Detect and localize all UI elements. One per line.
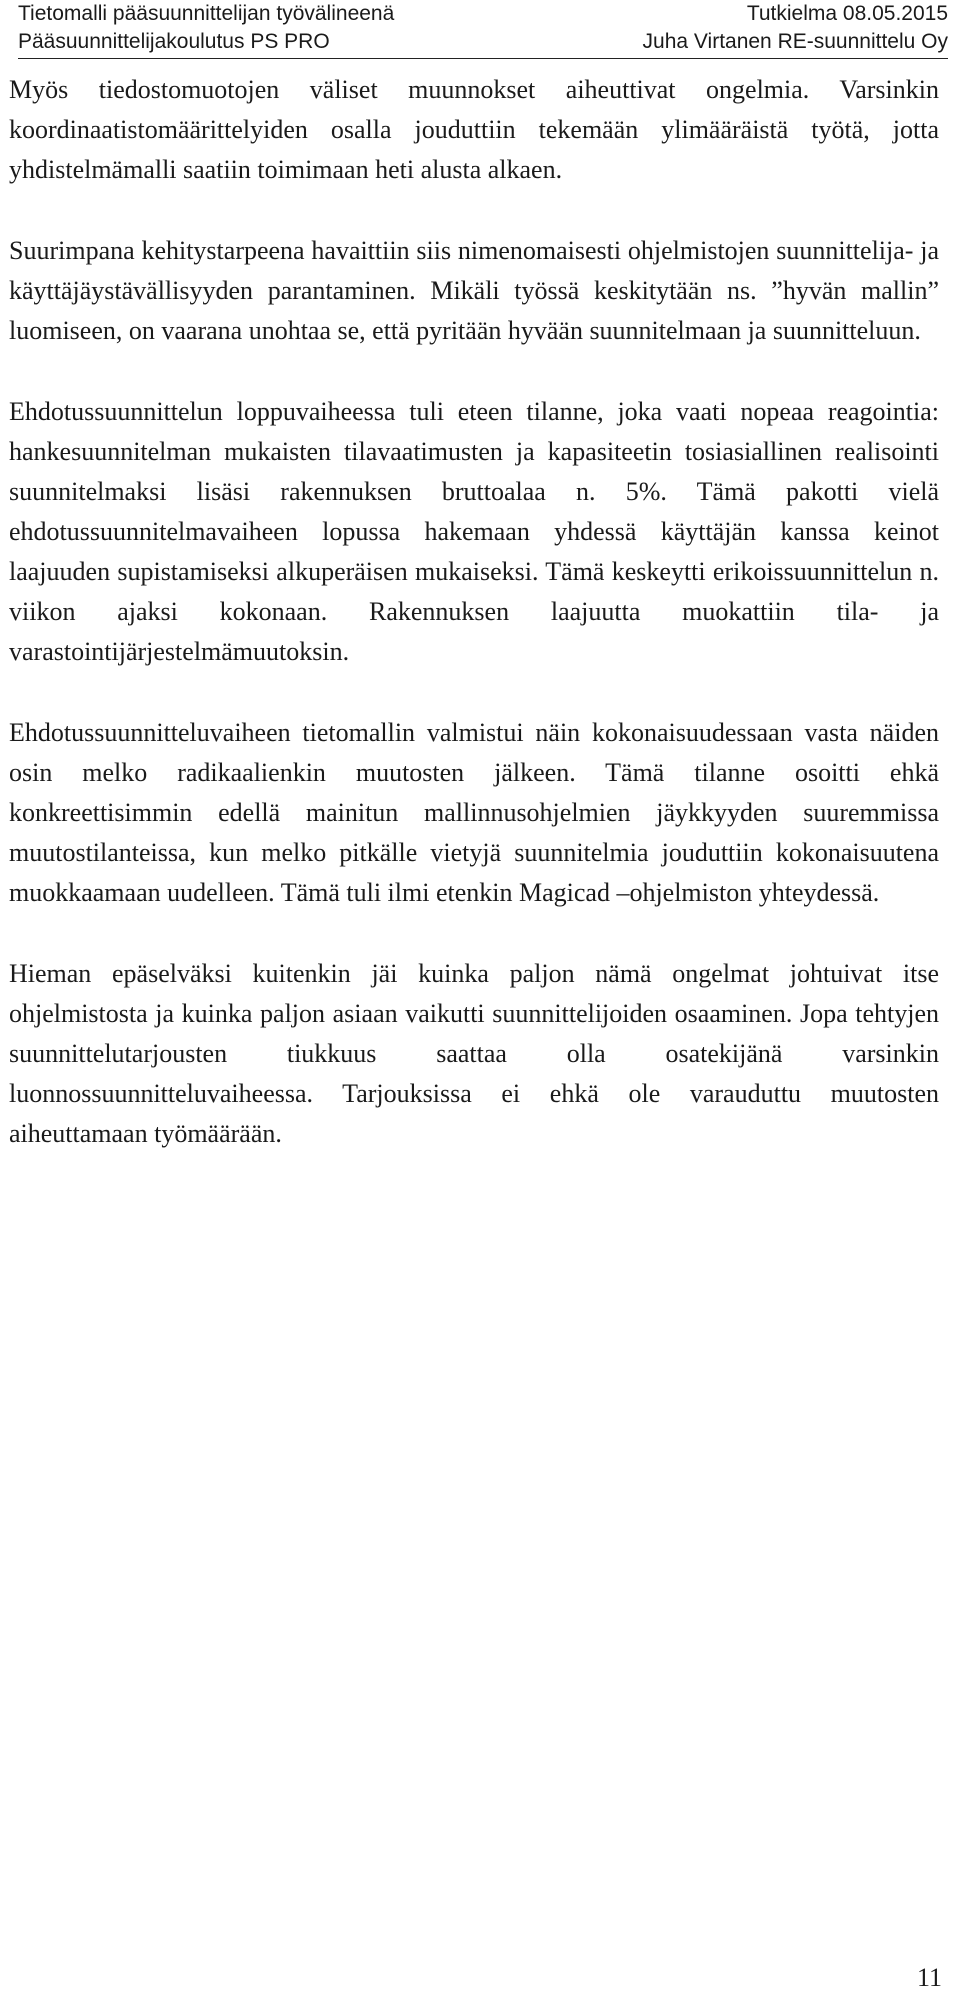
page-number: 11 [916, 1963, 942, 1992]
paragraph-3: Ehdotussuunnittelun loppuvaiheessa tuli eteen tilanne, joka vaati nopeaa reagointia: hankesuunnitelman mukaisten tilavaatimusten ja kapasiteetin tosiasiallinen realisointi suunnitelmaksi lisäsi rakennuksen bruttoalaa n. 5%. Tämä pakotti vielä ehdotussuunnitelmavaiheen lopussa hakemaan yhdessä käyttäjän kanssa keinot laajuuden supistamiseksi alkuperäisen mukaiseksi. Tämä keskeytti erikoissuunnittelun n. viikon ajaksi kokonaan. Rakennuksen laajuutta muokattiin tila- ja varastointijärjestelmämuutoksin. [9, 397, 939, 666]
document-body [9, 70, 939, 1195]
program-name: Pääsuunnittelijakoulutus PS PRO [18, 30, 330, 53]
paragraph-2: Suurimpana kehitystarpeena havaittiin siis nimenomaisesti ohjelmistojen suunnittelija- ja käyttäjäystävällisyyden parantaminen. Mikäli työssä keskitytään ns. ”hyvän mallin” luomiseen, on vaarana unohtaa se, että pyritään hyvään suunnitelmaan ja suunnitteluun. [9, 236, 939, 345]
paragraph-4: Ehdotussuunnitteluvaiheen tietomallin valmistui näin kokonaisuudessaan vasta näiden osin melko radikaalienkin muutosten jälkeen. Tämä tilanne osoitti ehkä konkreettisimmin edellä mainitun mallinnusohjelmien jäykkyyden suuremmissa muutostilanteissa, kun melko pitkälle vietyjä suunnitelmia jouduttiin kokonaisuutena muokkaamaan uudelleen. Tämä tuli ilmi etenkin Magicad –ohjelmiston yhteydessä. [9, 718, 939, 907]
paragraph-5: Hieman epäselväksi kuitenkin jäi kuinka paljon nämä ongelmat johtuivat itse ohjelmistosta ja kuinka paljon asiaan vaikutti suunnittelijoiden osaaminen. Jopa tehtyjen suunnittelutarjousten tiukkuus saattaa olla osatekijänä varsinkin luonnossuunnitteluvaiheessa. Tarjouksissa ei ehkä ole varauduttu muutosten aiheuttamaan työmäärään. [9, 959, 939, 1148]
paragraph-1: Myös tiedostomuotojen väliset muunnokset aiheuttivat ongelmia. Varsinkin koordinaatistomäärittelyiden osalla jouduttiin tekemään ylimääräistä työtä, jotta yhdistelmämalli saatiin toimimaan heti alusta alkaen. [9, 75, 939, 184]
header-row-1 [18, 0, 948, 28]
document-title: Tietomalli pääsuunnittelijan työvälineenä [18, 2, 395, 25]
page-header [18, 0, 948, 59]
header-row-2 [18, 28, 948, 56]
document-date: Tutkielma 08.05.2015 [746, 2, 948, 25]
author-name: Juha Virtanen RE-suunnittelu Oy [642, 30, 948, 53]
